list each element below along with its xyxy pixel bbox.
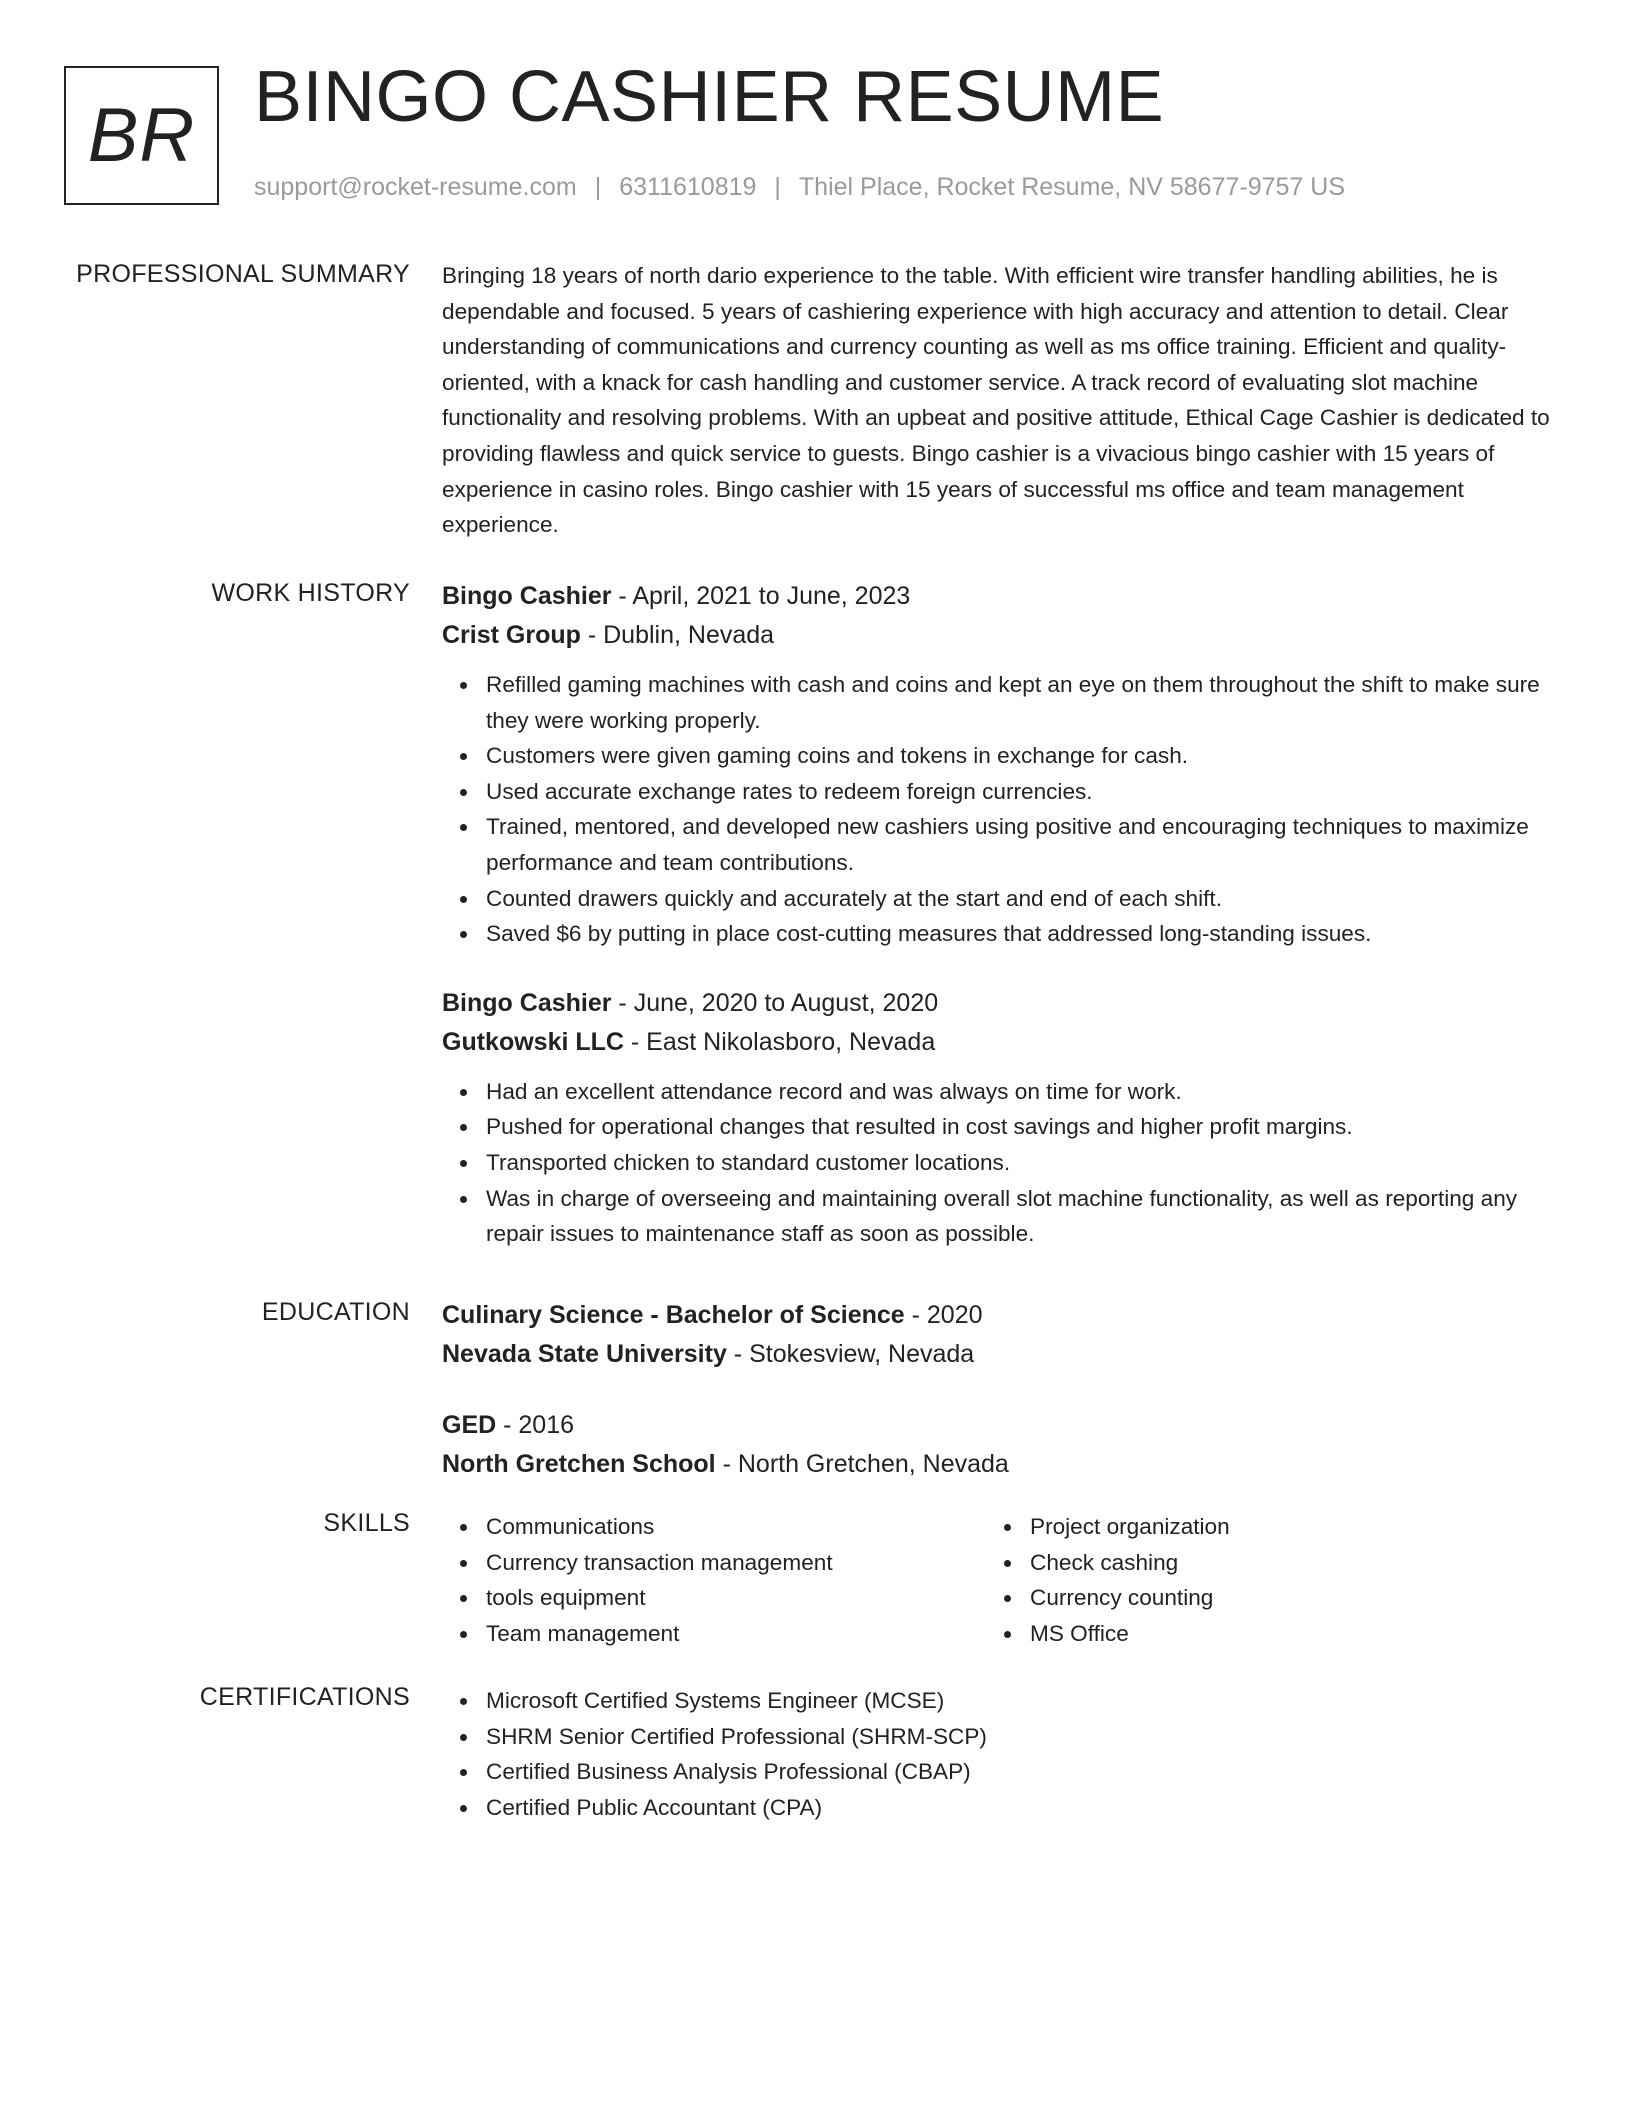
education-body	[442, 1296, 1552, 1484]
work-history-body	[442, 577, 1552, 1252]
list-item: Pushed for operational changes that resulted in cost savings and higher profit margins.	[486, 1109, 1552, 1145]
section-label-education: EDUCATION	[261, 1298, 410, 1326]
job-location: - East Nikolasboro, Nevada	[623, 1027, 936, 1056]
skills-list-left	[442, 1509, 986, 1651]
contact-phone[interactable]: 6311610819	[619, 173, 757, 201]
skill-item: Communications	[486, 1509, 986, 1545]
job-company-line	[442, 1023, 1552, 1062]
monogram-initials: BR	[87, 92, 196, 178]
skills-grid	[442, 1509, 1552, 1651]
section-label-certifications: CERTIFICATIONS	[199, 1683, 410, 1711]
skill-item: Currency counting	[1030, 1580, 1530, 1616]
job-bullets	[442, 1074, 1552, 1252]
job-company: Crist Group	[442, 621, 581, 649]
certification-item: Microsoft Certified Systems Engineer (MCSE)	[486, 1683, 1552, 1719]
education-school: North Gretchen School	[442, 1450, 716, 1478]
job-title-line	[442, 577, 1552, 616]
job-bullets	[442, 667, 1552, 952]
skill-item: Project organization	[1030, 1509, 1530, 1545]
skill-item: Currency transaction management	[486, 1545, 986, 1581]
education-school: Nevada State University	[442, 1340, 727, 1368]
list-item: Counted drawers quickly and accurately at the start and end of each shift.	[486, 881, 1552, 917]
education-degree-line	[442, 1406, 1552, 1445]
certifications-body	[442, 1683, 1552, 1825]
education-entry	[442, 1296, 1552, 1374]
education-location: - Stokesview, Nevada	[726, 1340, 975, 1368]
summary-text: Bringing 18 years of north dario experience to the table. With efficient wire transfer handling abilities, he is dependable and focused. 5 years of cashiering experience with high accuracy and attention to detail. Clear understanding of communications and currency counting as well as ms office training. Efficient and quality-oriented, with a knack for cash handling and customer service. A track record of evaluating slot machine functionality and resolving problems. With an upbeat and positive attitude, Ethical Cage Cashier is dedicated to providing flawless and quick service to guests. Bingo cashier is a vivacious bingo cashier with 15 years of experience in casino roles. Bingo cashier with 15 years of successful ms office and team management experience.	[442, 263, 1550, 538]
education-year: - 2016	[496, 1411, 575, 1439]
list-item: Saved $6 by putting in place cost-cutting measures that addressed long-standing issues.	[486, 916, 1552, 952]
certification-item: Certified Business Analysis Professional (CBAP)	[486, 1754, 1552, 1790]
job-title-line	[442, 984, 1552, 1023]
education-year: - 2020	[904, 1301, 983, 1329]
list-item: Refilled gaming machines with cash and coins and kept an eye on them throughout the shift to make sure they were working properly.	[486, 667, 1552, 738]
section-label-skills: SKILLS	[323, 1509, 410, 1537]
contact-separator: |	[774, 173, 781, 201]
contact-line	[254, 173, 1345, 202]
contact-address: Thiel Place, Rocket Resume, NV 58677-9757 US	[798, 173, 1346, 201]
job-entry	[442, 984, 1552, 1252]
list-item: Was in charge of overseeing and maintaining overall slot machine functionality, as well as reporting any repair issues to maintenance staff as soon as possible.	[486, 1181, 1552, 1252]
job-title: Bingo Cashier	[442, 988, 612, 1017]
skill-item: MS Office	[1030, 1616, 1530, 1652]
skills-body	[442, 1509, 1552, 1651]
section-label-summary: PROFESSIONAL SUMMARY	[76, 260, 410, 288]
job-title: Bingo Cashier	[442, 582, 612, 610]
education-degree: GED	[442, 1411, 497, 1439]
skill-item: tools equipment	[486, 1580, 986, 1616]
job-location: - Dublin, Nevada	[580, 621, 775, 649]
contact-email[interactable]: support@rocket-resume.com	[254, 173, 577, 201]
education-school-line	[442, 1335, 1552, 1374]
education-school-line	[442, 1445, 1552, 1484]
skills-list-right	[986, 1509, 1530, 1651]
education-location: - North Gretchen, Nevada	[715, 1450, 1009, 1478]
certification-item: Certified Public Accountant (CPA)	[486, 1790, 1552, 1826]
job-company: Gutkowski LLC	[442, 1027, 624, 1056]
skill-item: Check cashing	[1030, 1545, 1530, 1581]
monogram-box	[64, 66, 219, 205]
certifications-list	[442, 1683, 1552, 1825]
education-entry	[442, 1406, 1552, 1484]
contact-separator: |	[594, 173, 602, 201]
list-item: Trained, mentored, and developed new cashiers using positive and encouraging techniques to maximize performance and team contributions.	[486, 809, 1552, 880]
resume-title: BINGO CASHIER RESUME	[254, 57, 1165, 137]
job-entry	[442, 577, 1552, 952]
list-item: Transported chicken to standard customer locations.	[486, 1145, 1552, 1181]
job-company-line	[442, 616, 1552, 655]
list-item: Customers were given gaming coins and tokens in exchange for cash.	[486, 738, 1552, 774]
skill-item: Team management	[486, 1616, 986, 1652]
section-label-work-history: WORK HISTORY	[211, 579, 410, 607]
job-dates: - June, 2020 to August, 2020	[611, 988, 939, 1017]
education-degree-line	[442, 1296, 1552, 1335]
education-degree: Culinary Science - Bachelor of Science	[442, 1301, 905, 1329]
list-item: Had an excellent attendance record and was always on time for work.	[486, 1074, 1552, 1110]
job-dates: - April, 2021 to June, 2023	[611, 582, 911, 610]
certification-item: SHRM Senior Certified Professional (SHRM-SCP)	[486, 1719, 1552, 1755]
list-item: Used accurate exchange rates to redeem foreign currencies.	[486, 774, 1552, 810]
